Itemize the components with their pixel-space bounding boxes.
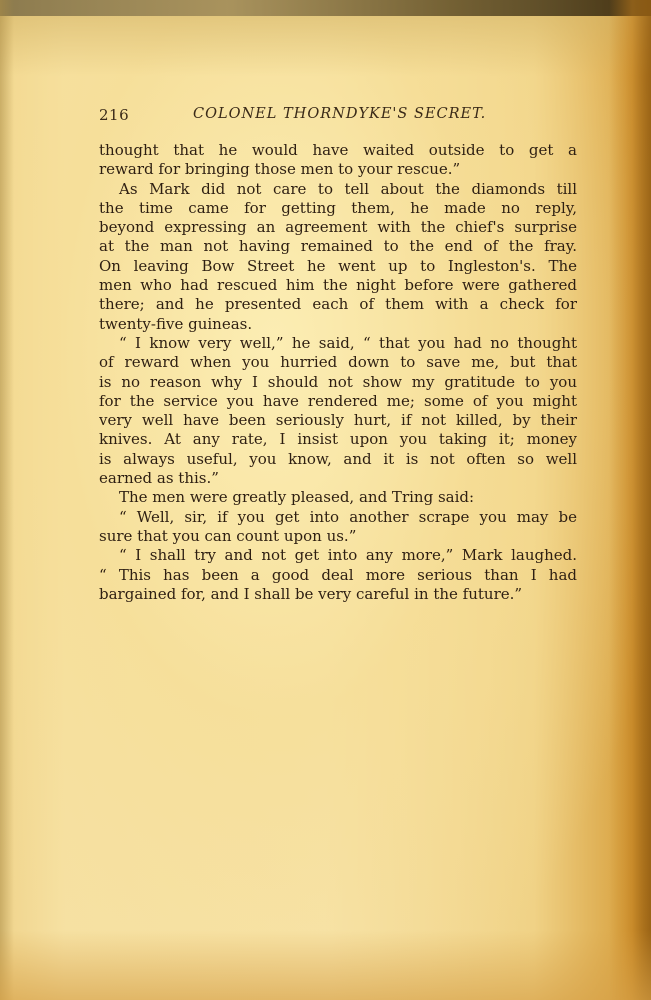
page-top-edge [0,0,651,16]
text-line: As Mark did not care to tell about the diamonds till [119,179,577,198]
page-header [99,104,579,128]
running-head: COLONEL THORNDYKE'S SECRET. [193,106,487,122]
text-line: twenty-five guineas. [99,314,253,333]
text-line: “ I know very well,” he said, “ that you had no thought [119,333,577,352]
body-text [99,141,577,604]
page-top-shadow [0,16,651,76]
text-line: The men were greatly pleased, and Tring said: [119,488,475,507]
page-left-edge [0,0,14,1000]
text-line: very well have been seriously hurt, if not killed, by their [99,411,577,430]
text-line: “ I shall try and not get into any more,” Mark laughed. [119,546,577,565]
text-line: men who had rescued him the night before were gathered [99,276,577,295]
text-line: of reward when you hurried down to save me, but that [99,353,577,372]
text-line: earned as this.” [99,469,219,488]
text-line: is no reason why I should not show my gratitude to you [99,372,577,391]
text-line: the time came for getting them, he made no reply, [99,198,577,217]
page-right-edge [609,0,651,1000]
text-line: bargained for, and I shall be very careful in the future.” [99,584,523,603]
text-line: beyond expressing an agreement with the chief's surprise [99,218,577,237]
page-number: 216 [99,106,130,124]
page-bottom-edge [0,930,651,1000]
text-line: thought that he would have waited outside to get a [99,141,577,159]
text-line: for the service you have rendered me; some of you might [99,391,577,410]
text-line: On leaving Bow Street he went up to Ingleston's. The [99,256,577,275]
text-line: “ Well, sir, if you get into another scrape you may be [119,507,577,526]
text-line: sure that you can count upon us.” [99,526,357,545]
text-line: there; and he presented each of them with a check for [99,295,577,314]
text-line: “ This has been a good deal more serious than I had [99,565,577,584]
text-line: at the man not having remained to the end of the fray. [99,237,577,256]
text-line: is always useful, you know, and it is not often so well [99,449,577,468]
text-line: reward for bringing those men to your rescue.” [99,160,461,179]
text-line: knives. At any rate, I insist upon you taking it; money [99,430,577,449]
